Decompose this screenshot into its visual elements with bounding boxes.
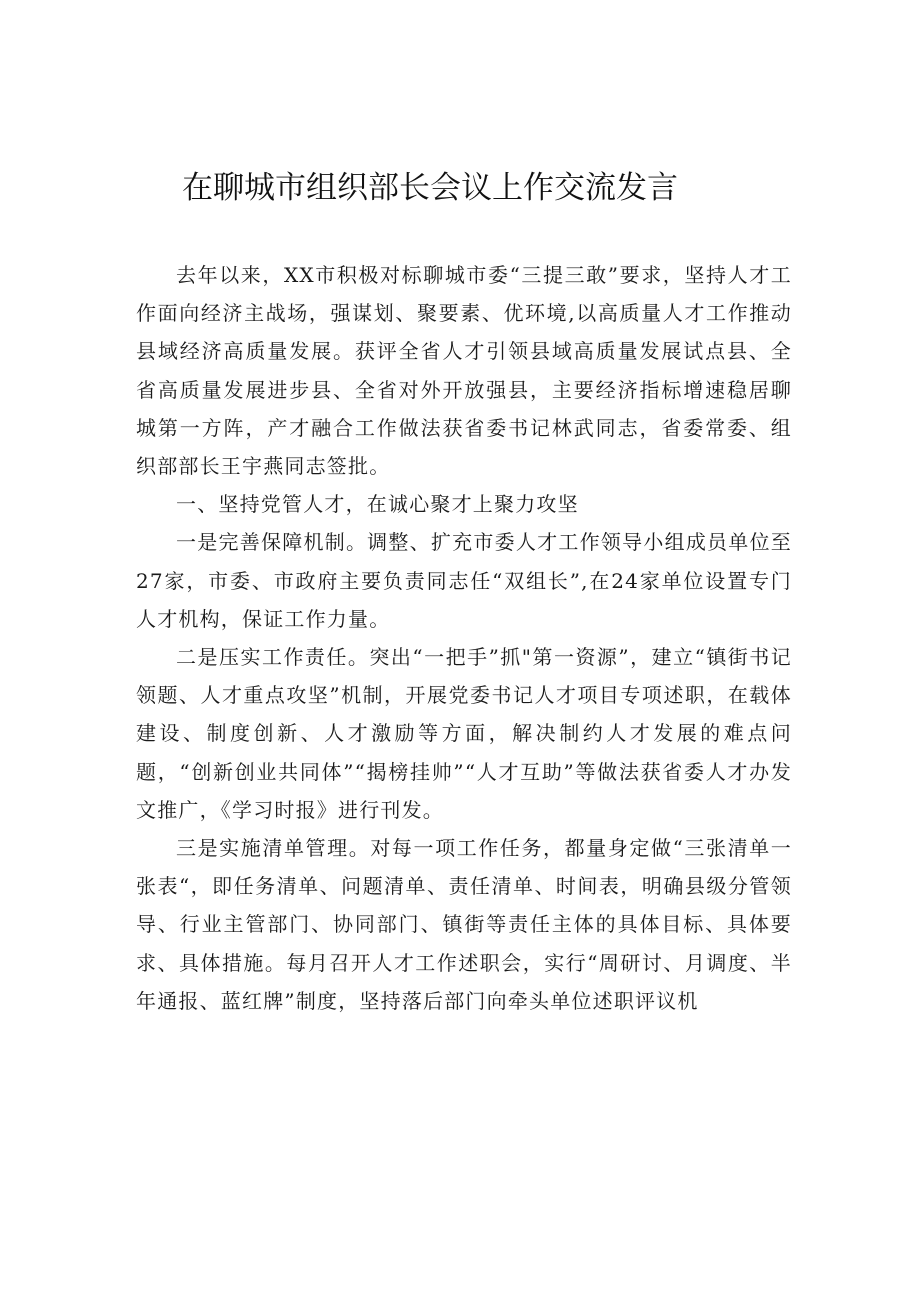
- paragraph-point-2: 二是压实工作责任。突出“一把手”抓"第一资源”，建立“镇街书记领题、人才重点攻坚”机制，开展党委书记人才项目专项述职，在载体建设、制度创新、人才激励等方面，解决制约人才发展的难点问题，“创新创业共同体”“揭榜挂帅”“人才互助”等做法获省委人才办发文推广，《学习时报》进行刊发。: [136, 645, 792, 822]
- paragraph-intro: 去年以来，XX市积极对标聊城市委“三提三敢”要求，坚持人才工作面向经济主战场，强谋划、聚要素、优环境,以高质量人才工作推动县域经济高质量发展。获评全省人才引领县域高质量发展试点县、全省高质量发展进步县、全省对外开放强县，主要经济指标增速稳居聊城第一方阵，产才融合工作做法获省委书记林武同志，省委常委、组织部部长王宇燕同志签批。: [136, 263, 792, 479]
- document-body: [136, 256, 792, 1020]
- paragraph-point-1: 一是完善保障机制。调整、扩充市委人才工作领导小组成员单位至27家，市委、市政府主要负责同志任“双组长”,在24家单位设置专门人才机构，保证工作力量。: [136, 530, 792, 631]
- paragraph-point-3: 三是实施清单管理。对每一项工作任务，都量身定做“三张清单一张表“，即任务清单、问题清单、责任清单、时间表，明确县级分管领导、行业主管部门、协同部门、镇街等责任主体的具体目标、具体要求、具体措施。每月召开人才工作述职会，实行“周研讨、月调度、半年通报、蓝红牌”制度，坚持落后部门向牵头单位述职评议机: [136, 836, 792, 1013]
- section-heading-1: 一、坚持党管人才，在诚心聚才上聚力攻坚: [176, 492, 579, 517]
- document-title: 在聊城市组织部长会议上作交流发言: [182, 170, 678, 206]
